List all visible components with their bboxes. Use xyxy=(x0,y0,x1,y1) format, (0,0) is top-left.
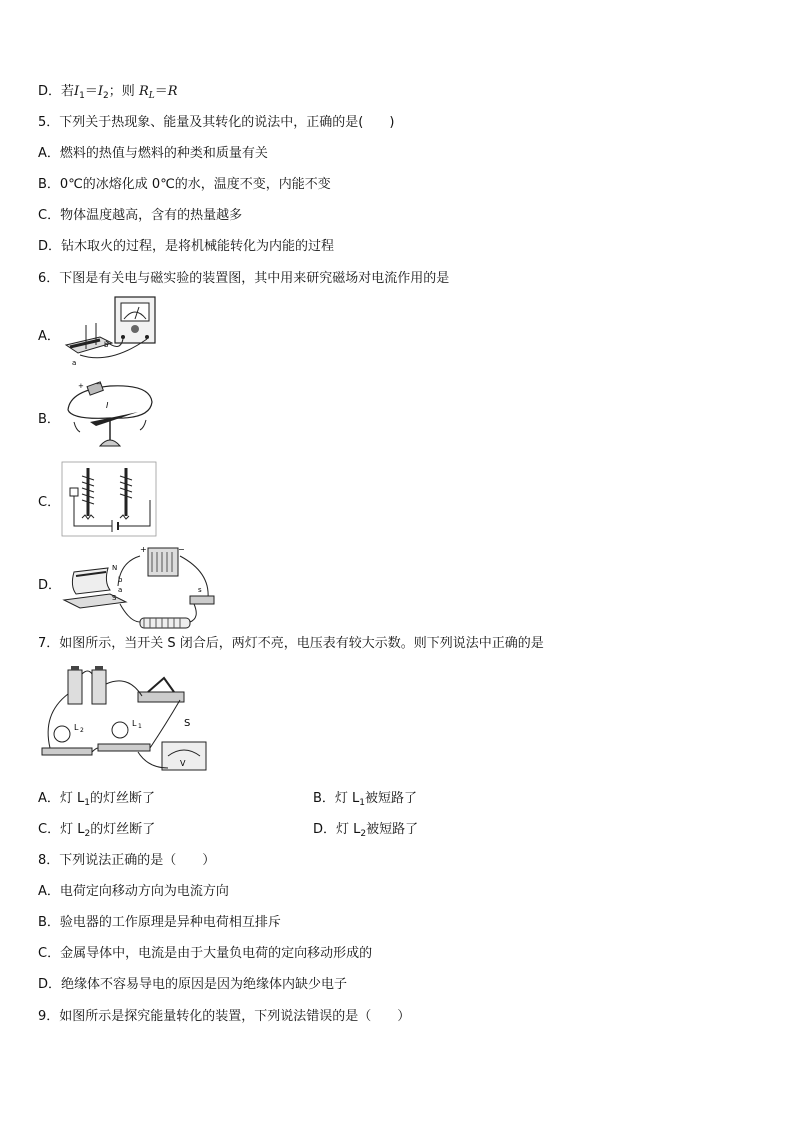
svg-text:−: − xyxy=(178,545,185,554)
q6-label-d: D． xyxy=(38,578,62,593)
svg-text:+: + xyxy=(140,545,147,554)
q7-option-b: B．灯 $L_1$被短路了 xyxy=(313,791,418,808)
q6-label-a: A． xyxy=(38,329,60,344)
q5-option-c: C．物体温度越高，含有的热量越多 xyxy=(38,208,243,223)
svg-text:S: S xyxy=(112,594,117,602)
q6-figure-d xyxy=(60,542,220,638)
q9-stem: 9．如图所示是探究能量转化的装置，下列说法错误的是（ ） xyxy=(38,1009,411,1024)
q8-option-b: B．验电器的工作原理是异种电荷相互排斥 xyxy=(38,915,281,930)
q8-stem: 8．下列说法正确的是（ ） xyxy=(38,853,216,868)
svg-text:+: + xyxy=(78,382,84,390)
q6-figure-a xyxy=(60,295,170,377)
svg-text:b: b xyxy=(118,576,123,584)
svg-text:a: a xyxy=(72,359,77,367)
svg-text:S: S xyxy=(184,718,191,729)
q6-stem: 6．下图是有关电与磁实验的装置图，其中用来研究磁场对电流作用的是 xyxy=(38,271,450,286)
svg-text:L: L xyxy=(132,719,137,728)
q8-option-c: C．金属导体中，电流是由于大量负电荷的定向移动形成的 xyxy=(38,946,373,961)
q7-figure-circuit xyxy=(38,664,210,774)
q7-option-d: D．灯 $L_2$被短路了 xyxy=(313,822,419,839)
svg-text:V: V xyxy=(180,759,186,768)
q6-figure-c xyxy=(60,460,160,540)
svg-text:s: s xyxy=(198,586,202,594)
svg-text:I: I xyxy=(106,401,109,410)
svg-text:L: L xyxy=(74,723,79,732)
svg-text:2: 2 xyxy=(80,727,84,734)
svg-text:1: 1 xyxy=(138,723,142,730)
q8-option-d: D．绝缘体不容易导电的原因是因为绝缘体内缺少电子 xyxy=(38,977,348,992)
q5-option-a: A．燃料的热值与燃料的种类和质量有关 xyxy=(38,146,268,161)
q6-label-b: B． xyxy=(38,412,60,427)
q8-option-a: A．电荷定向移动方向为电流方向 xyxy=(38,884,229,899)
q5-option-d: D．钻木取火的过程，是将机械能转化为内能的过程 xyxy=(38,239,335,254)
q5-stem: 5．下列关于热现象、能量及其转化的说法中，正确的是( ) xyxy=(38,115,395,130)
q6-figure-b xyxy=(60,380,160,450)
svg-text:a: a xyxy=(118,586,123,594)
svg-text:−: − xyxy=(96,380,102,388)
svg-text:b: b xyxy=(104,341,109,349)
q4-option-d: D．若$I_1=I_2$；则 $R_L=R$ xyxy=(38,84,178,101)
q6-label-c: C． xyxy=(38,495,61,510)
q5-option-b: B．0℃的冰熔化成 0℃的水，温度不变，内能不变 xyxy=(38,177,331,192)
svg-text:N: N xyxy=(112,564,118,572)
q7-stem: 7．如图所示，当开关 S 闭合后，两灯不亮，电压表有较大示数。则下列说法中正确的是 xyxy=(38,636,544,651)
q7-option-a: A．灯 $L_1$的灯丝断了 xyxy=(38,791,156,808)
q7-option-c: C．灯 $L_2$的灯丝断了 xyxy=(38,822,156,839)
